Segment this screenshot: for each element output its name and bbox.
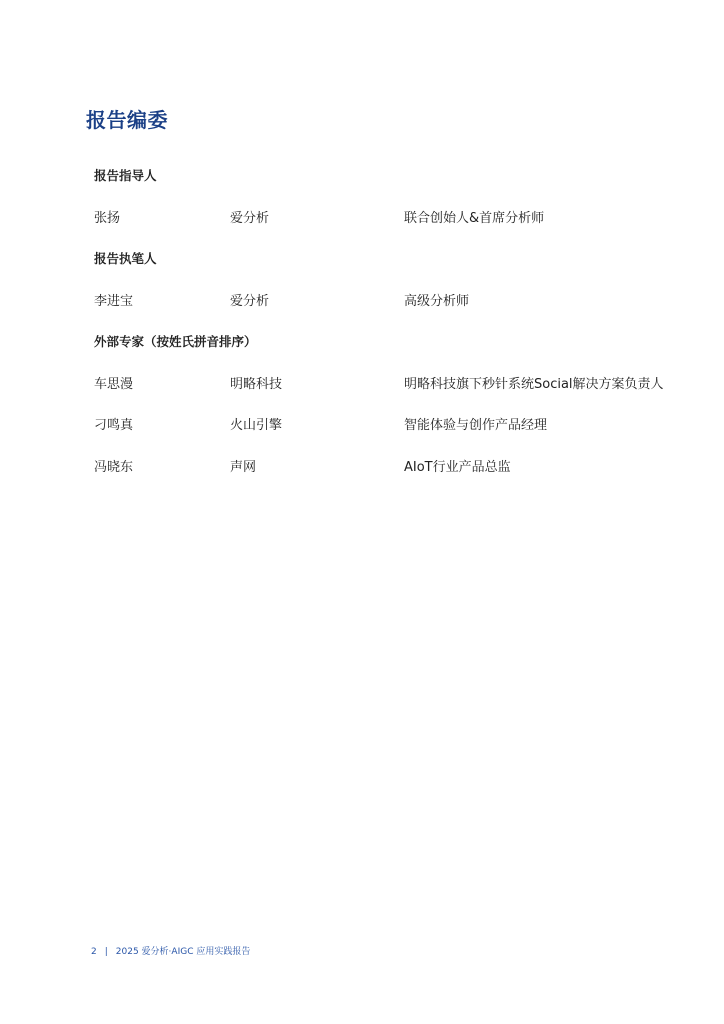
section-heading-guidance: 报告指导人 <box>94 168 157 183</box>
member-role: 联合创始人&首席分析师 <box>404 211 545 226</box>
member-name: 车思漫 <box>94 377 134 392</box>
member-org: 爱分析 <box>230 294 270 309</box>
page-number: 2 <box>91 947 97 957</box>
table-row <box>0 373 724 391</box>
member-role: 智能体验与创作产品经理 <box>404 418 548 433</box>
footer-report-title: 2025 爱分析·AIGC 应用实践报告 <box>115 947 251 957</box>
page-title: 报告编委 <box>86 108 168 132</box>
member-org: 声网 <box>230 460 257 475</box>
section-heading-writer: 报告执笔人 <box>94 251 157 266</box>
page-footer <box>91 944 250 957</box>
table-row <box>0 207 724 225</box>
footer-separator: | <box>104 947 108 957</box>
table-row <box>0 456 724 474</box>
member-role: 明略科技旗下秒针系统Social解决方案负责人 <box>404 377 664 392</box>
section-heading-experts: 外部专家（按姓氏拼音排序） <box>94 334 257 349</box>
member-org: 火山引擎 <box>230 418 283 433</box>
member-name: 冯晓东 <box>94 460 134 475</box>
member-org: 爱分析 <box>230 211 270 226</box>
member-name: 刁鸣真 <box>94 418 134 433</box>
member-role: 高级分析师 <box>404 294 470 309</box>
member-name: 张扬 <box>94 211 121 226</box>
table-row <box>0 290 724 308</box>
member-role: AIoT行业产品总监 <box>404 460 511 475</box>
member-name: 李进宝 <box>94 294 134 309</box>
member-org: 明略科技 <box>230 377 283 392</box>
table-row <box>0 414 724 432</box>
